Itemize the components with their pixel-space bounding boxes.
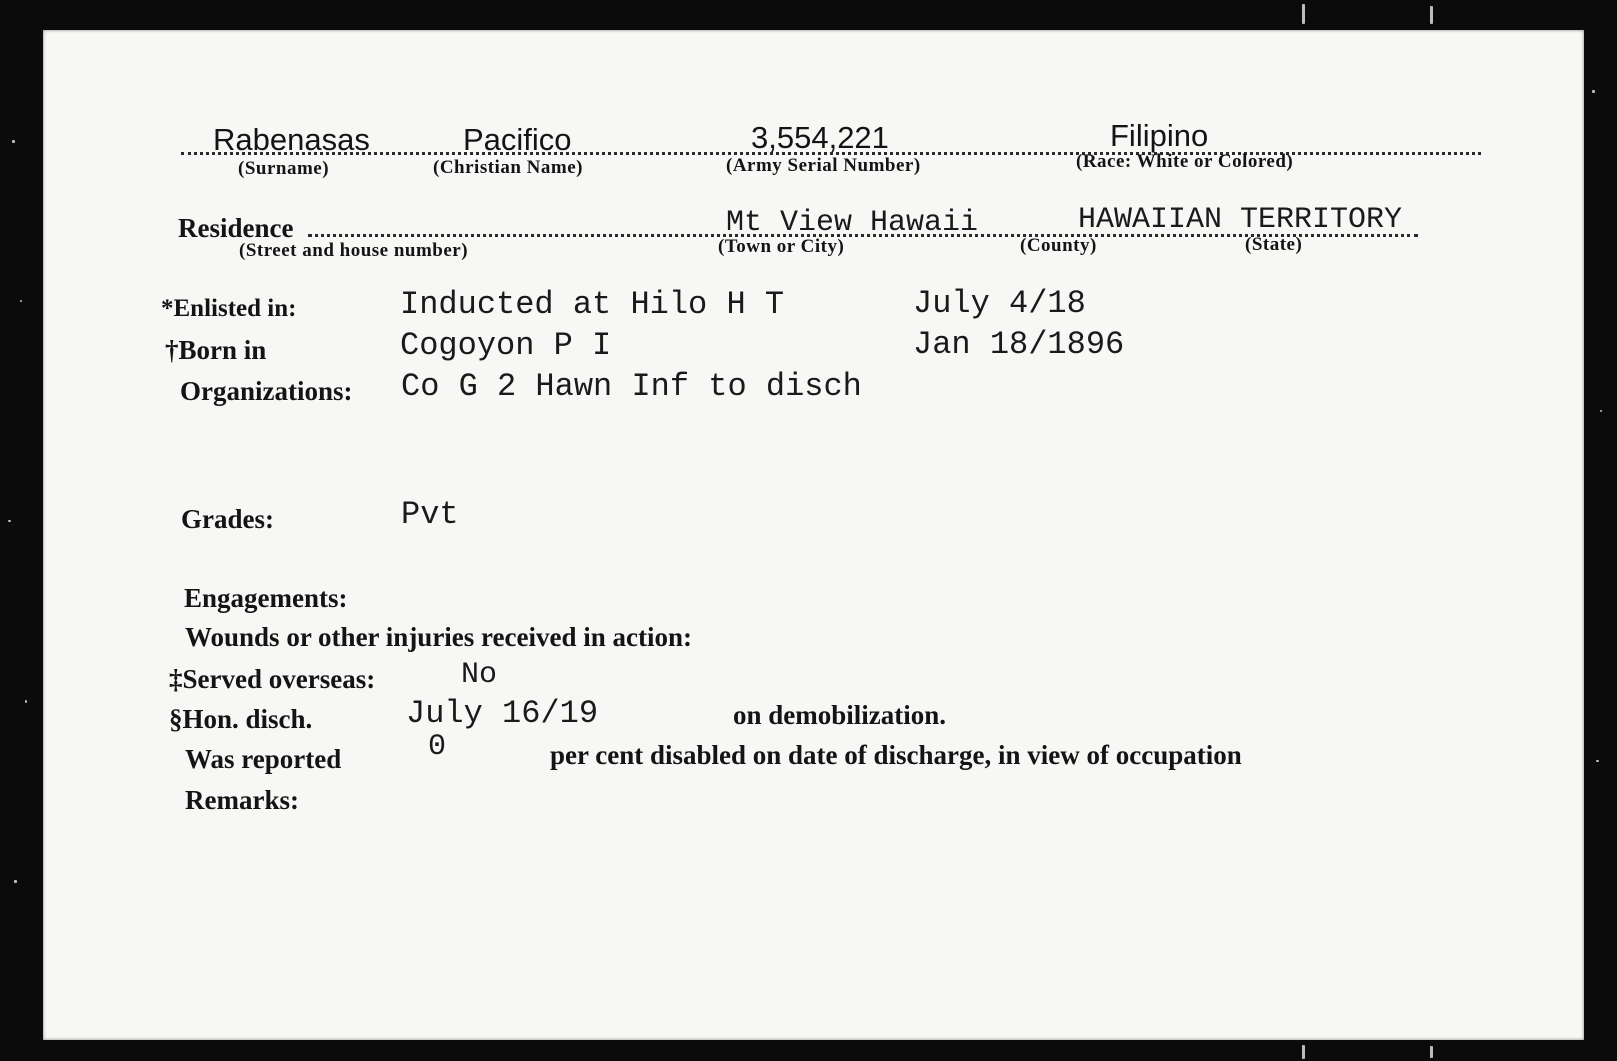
born-label: †Born in: [165, 335, 267, 365]
race-value: Filipino: [1110, 118, 1209, 153]
reported-label: Was reported: [185, 744, 342, 774]
disch-date: July 16/19: [406, 695, 599, 732]
overseas-label: ‡Served overseas:: [169, 664, 376, 694]
enlisted-label: *Enlisted in:: [161, 295, 297, 322]
disabled-value: 0: [428, 730, 447, 764]
town-caption: (Town or City): [718, 236, 845, 257]
born-value: Cogoyon P I: [400, 327, 612, 364]
enlisted-date: July 4/18: [913, 285, 1086, 322]
state-caption: (State): [1245, 234, 1303, 255]
grades-value: Pvt: [401, 496, 459, 533]
serial-number-value: 3,554,221: [751, 120, 889, 155]
residence-county-value: HAWAIIAN TERRITORY: [1078, 203, 1403, 237]
organizations-value: Co G 2 Hawn Inf to disch: [401, 368, 862, 405]
grades-label: Grades:: [181, 504, 274, 534]
surname-value: Rabenasas: [213, 122, 370, 157]
disch-label: §Hon. disch.: [169, 704, 313, 734]
engagements-label: Engagements:: [184, 583, 348, 613]
christian-name-caption: (Christian Name): [433, 157, 583, 178]
wounds-label: Wounds or other injuries received in action:: [185, 622, 693, 652]
born-date: Jan 18/1896: [913, 326, 1125, 363]
county-caption: (County): [1020, 235, 1097, 256]
overseas-value: No: [461, 658, 498, 692]
street-caption: (Street and house number): [239, 240, 469, 261]
surname-caption: (Surname): [238, 158, 330, 179]
residence-label: Residence: [178, 213, 294, 243]
residence-town-value: Mt View Hawaii: [726, 206, 979, 240]
disabled-text: per cent disabled on date of discharge, in view of occupation: [550, 740, 1242, 770]
enlisted-value: Inducted at Hilo H T: [400, 286, 785, 323]
remarks-label: Remarks:: [185, 785, 299, 815]
disch-suffix: on demobilization.: [733, 700, 947, 730]
race-caption: (Race: White or Colored): [1076, 151, 1294, 172]
organizations-label: Organizations:: [180, 376, 353, 406]
serial-caption: (Army Serial Number): [726, 155, 921, 176]
christian-name-value: Pacifico: [463, 122, 572, 157]
service-record-card: [43, 30, 1584, 1040]
